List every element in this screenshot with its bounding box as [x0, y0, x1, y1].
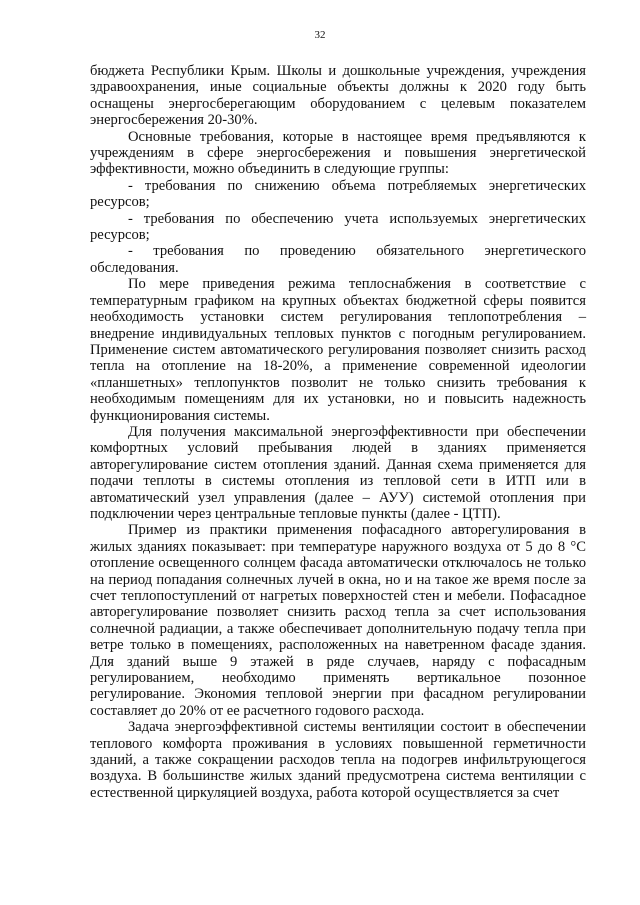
- list-item-reduce-consumption: - требования по снижению объема потребляемых энергетических ресурсов;: [90, 177, 586, 211]
- paragraph-facade-regulation: Пример из практики применения пофасадного авторегулирования в жилых зданиях показывает: при температуре наружного воздуха от 5 до 8 °С отопление освещенного солнцем фасада автоматически отключалось не только на период попадания солнечных лучей в окна, но и на такое же время после за счет теплопоступлений от нагретых поверхностей стен и мебели. Пофасадное авторегулирование позволяет снизить расход тепла за счет использования солнечной радиации, а также обеспечивает дополнительную подачу тепла при ветре только в помещениях, расположенных на наветренном фасаде здания. Для зданий выше 9 этажей в ряде случаев, наряду с пофасадным регулированием, необходимо применять вертикальное позонное регулирование. Экономия тепловой энергии при фасадном регулировании составляет до 20% от ее расчетного годового расхода.: [90, 522, 586, 719]
- document-body: [90, 63, 586, 801]
- paragraph-intro-continuation: бюджета Республики Крым. Школы и дошкольные учреждения, учреждения здравоохранения, иные социальные объекты должны к 2020 году быть оснащены энергосберегающим оборудованием с целевым показателем энергосбережения 20-30%.: [90, 63, 586, 129]
- page-number: 32: [314, 29, 326, 41]
- paragraph-ventilation: Задача энергоэффективной системы вентиляции состоит в обеспечении теплового комфорта проживания в условиях повышенной герметичности зданий, а также сокращении расходов тепла на подогрев инфильтрующегося воздуха. В большинстве жилых зданий предусмотрена система вентиляции с естественной циркуляцией воздуха, работа которой осуществляется за счет: [90, 719, 586, 801]
- paragraph-auto-regulation: Для получения максимальной энергоэффективности при обеспечении комфортных условий пребывания людей в зданиях применяется авторегулирование систем отопления зданий. Данная схема применяется для подачи теплоты в системы отопления из тепловой сети в ИТП или в автоматический узел управления (далее – АУУ) системой отопления при подключении через центральные тепловые пункты (далее - ЦТП).: [90, 423, 586, 522]
- list-item-metering: - требования по обеспечению учета используемых энергетических ресурсов;: [90, 210, 586, 244]
- paragraph-heat-regulation: По мере приведения режима теплоснабжения в соответствие с температурным графиком на крупных объектах бюджетной сферы появится необходимость установки систем регулирования теплопотребления – внедрение индивидуальных тепловых пунктов с погодным регулированием. Применение систем автоматического регулирования позволяет снизить расход тепла на отопление на 18-20%, а применение современной идеологии «планшетных» теплопунктов позволит не только снизить требования к необходимым помещениям для их установки, но и повысить надежность функционирования системы.: [90, 276, 586, 424]
- paragraph-requirements: Основные требования, которые в настоящее время предъявляются к учреждениям в сфере энергосбережения и повышения энергетической эффективности, можно объединить в следующие группы:: [90, 128, 586, 178]
- list-item-energy-audit: - требования по проведению обязательного энергетического обследования.: [90, 243, 586, 276]
